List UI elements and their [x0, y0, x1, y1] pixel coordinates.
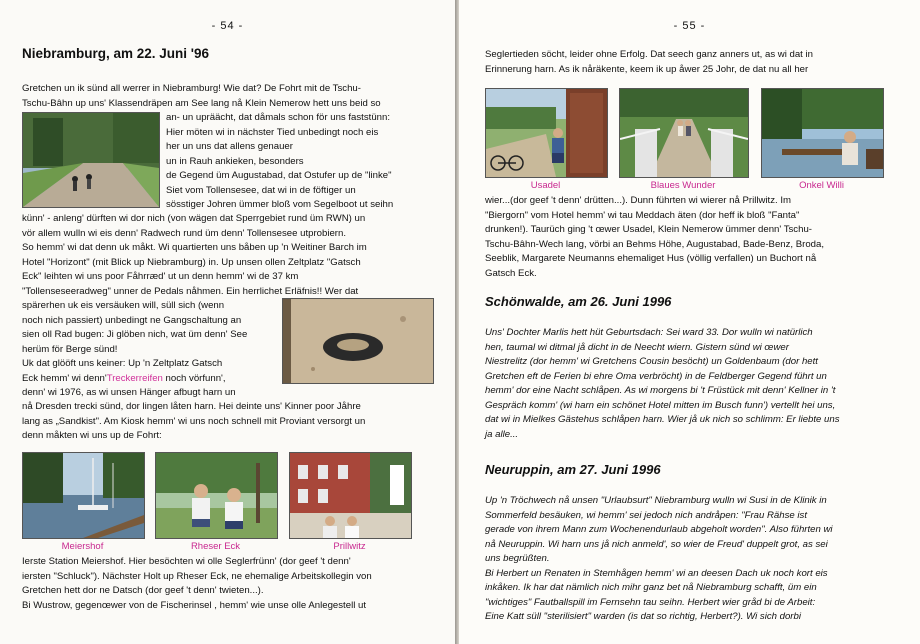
body-bottom: Ierste Station Meiershof. Hier besöchten wi olle Seglerfrünn' (dor geef 't denn' iersten "Schluck"). Nächster Holt up Rheser Eck, ne ehemalige Arbeitskollegin von Gretchen hett dor ne Datsch (dor geef 't denn' twieten...). Bi Wustrow, gegenœwer von de Fischerinsel , hemm' wie unse olle Anlegestell ut	[22, 556, 372, 611]
photo-bike-path	[22, 112, 160, 208]
tire-highlight: Treckerreifen	[106, 372, 163, 384]
caption-onkel-willi: Onkel Willi	[799, 180, 844, 191]
body-schoenwalde: Uns' Dochter Marlis hett hüt Geburtsdach: Sei ward 33. Dor wulln wi natürlich hen, taumal wi ditmal jå dicht in de Neecht wiern. Gistern sünd wi œwer Niestrelitz (dor hemm' wi Gretchens Cousin besöcht) un Goldenbaum (dor hett Gretchen eft de Ferien bi ehre Oma verbröcht) in de Feldberger Gegend führt un hemm' dor eine Nacht schlåpen. As wi morgens bi 't Früstück mit denn' Kellner in 't Gespräch komm' (wi harn ein schönet Hotel mitten im Busch funn') vertellt hei uns, dat wi in Mielkes Gästehus schlåpen harn. Wier jå uk nich so schlimm: Er liebte uns ja alle...	[485, 327, 840, 440]
left-page	[0, 0, 455, 644]
right-page	[459, 0, 920, 644]
photo-tire	[282, 298, 434, 384]
body-mid: wier...(dor geef 't denn' drütten...). Dunn führten wi wierer nå Prillwitz. Im "Biergorn" vom Hotel hemm' wi tau Meddach äten (dor heff ik bloß "Fanta" drunken!). Taurüch ging 't œwer Usadel, Klein Nemerow ümmer denn' Tschu- Tschu-Bâhn-Wech lang, vörbi an Behms Höhe, Augustabad, Bade-Benz, Broda, Seeblik, Margarete Neumanns ehemaliget Hus (völlig verfallen) un Buchort nå Gatsch Eck.	[485, 195, 825, 279]
photo-blaues-wunder	[619, 88, 749, 178]
heading-schoenwalde: Schönwalde, am 26. Juni 1996	[485, 294, 672, 309]
body-wrap-1: an- un upräächt, dat dåmals schon för uns faststünn: Hier möten wi in nächster Tied unbedingt noch eis her un uns dat allens genauer un in Rauh ankieken, besonders de Gegend üm Augustabad, dat Ostufer up de "linke" Siet vom Tollensesee, dat wi in de föftiger un sösstiger Johren ümmer bloß vom Segelboot ut seihn	[166, 112, 394, 210]
caption-meiershof: Meiershof	[61, 541, 104, 552]
body-top: Seglertieden söcht, leider ohne Erfolg. Dat seech ganz anners ut, as wi dat in Erinnerung harn. As ik nåräkente, keem ik up åwer 25 Johr, de dat nu all her	[485, 49, 813, 75]
body-neuruppin: Up 'n Tröchwech nå unsen "Urlaubsurt" Niebramburg wulln wi Susi in de Klinik in Sommerfeld besäuken, wi hemm' sei jedoch nich andråpen: "Frau Rähse ist gerade von ihrem Mann zum Wochenendurlaub abgeholt worden". Also führten wi nå Neuruppin. Wi harn uns jå nich anmeld', so wier de Freud' duppelt grot, as sei uns begrüßten. Bi Herbert un Renaten in Stemhågen hemm' wi an deesen Dach uk noch kort eis inkåken. Ik har dat nämlich nich mihr ganz bet nå Niebramburg schafft, üm ein "wichtiges" Fautballspill im Fernsehn tau seihn. Herbert wier gråd bi de Arbeit: Eine Katt süll "sterilisiert" warden (is dat so richtig, Herbert?). Wi sich dorbi	[485, 495, 833, 622]
page-number-left: - 54 -	[211, 20, 244, 32]
caption-usadel: Usadel	[530, 180, 561, 191]
body-wrap-2: spärerhen uk eis versäuken will, süll sich (wenn noch nich passiert) unbedingt ne Gangschaltung an sien oll Rad bugen: Ji glöben nich, wat üm denn' See herüm för Berge sünd! Uk dat glööft uns keiner: Up 'n Zeltplatz Gatsch Eck hemm' wi denn'Treckerreifen noch vörfunn', denn' wi 1976, as wi unsen Hänger afbugt harn un	[22, 300, 248, 398]
photo-onkel-willi	[761, 88, 884, 178]
photo-usadel	[485, 88, 608, 178]
photo-rheser-eck	[155, 452, 278, 539]
page-number-right: - 55 -	[673, 20, 706, 32]
body-intro: Gretchen un ik sünd all werrer in Niebramburg! Wie dat? De Fohrt mit de Tschu- Tschu-Bâhn up uns' Klassendräpen am See lang nå Klein Nemerow hett uns beid so	[22, 83, 381, 109]
caption-blaues-wunder: Blaues Wunder	[650, 180, 716, 191]
photo-meiershof	[22, 452, 145, 539]
body-full-1: künn' - anleng' dürften wi dor nich (von wägen dat Sperrgebiet rund üm RWN) un vör allem wulln wi eis denn' Radwech rund üm denn' Tollensesee utprobiern. So hemm' wi dat denn uk måkt. Wi quartierten uns båben up 'n Weitiner Barch im Hotel "Horizont" (mit Blick up Niebramburg) in. Up unsen ollen Zeltplatz "Gatsch Eck" leihten wi uns poor Fåhrræd' ut un denn hemm' wi de 37 km "Tollenseseeradweg" unner de Pedals nåhmen. Ein herrlichet Erläfnis!! Wer dat	[22, 213, 367, 297]
caption-rheser-eck: Rheser Eck	[190, 541, 241, 552]
caption-prillwitz: Prillwitz	[333, 541, 366, 552]
heading-neuruppin: Neuruppin, am 27. Juni 1996	[485, 462, 661, 477]
photo-prillwitz	[289, 452, 412, 539]
body-full-2: nå Dresden trecki sünd, dor lingen låten harn. Hei deinte uns' Kinner poor Jåhre lang as „Sandkist". Am Kiosk hemm' wi uns noch schnell mit Proviant versorgt un denn måkten wi uns up de Fohrt:	[22, 401, 366, 441]
heading-niebramburg: Niebramburg, am 22. Juni '96	[22, 46, 210, 61]
